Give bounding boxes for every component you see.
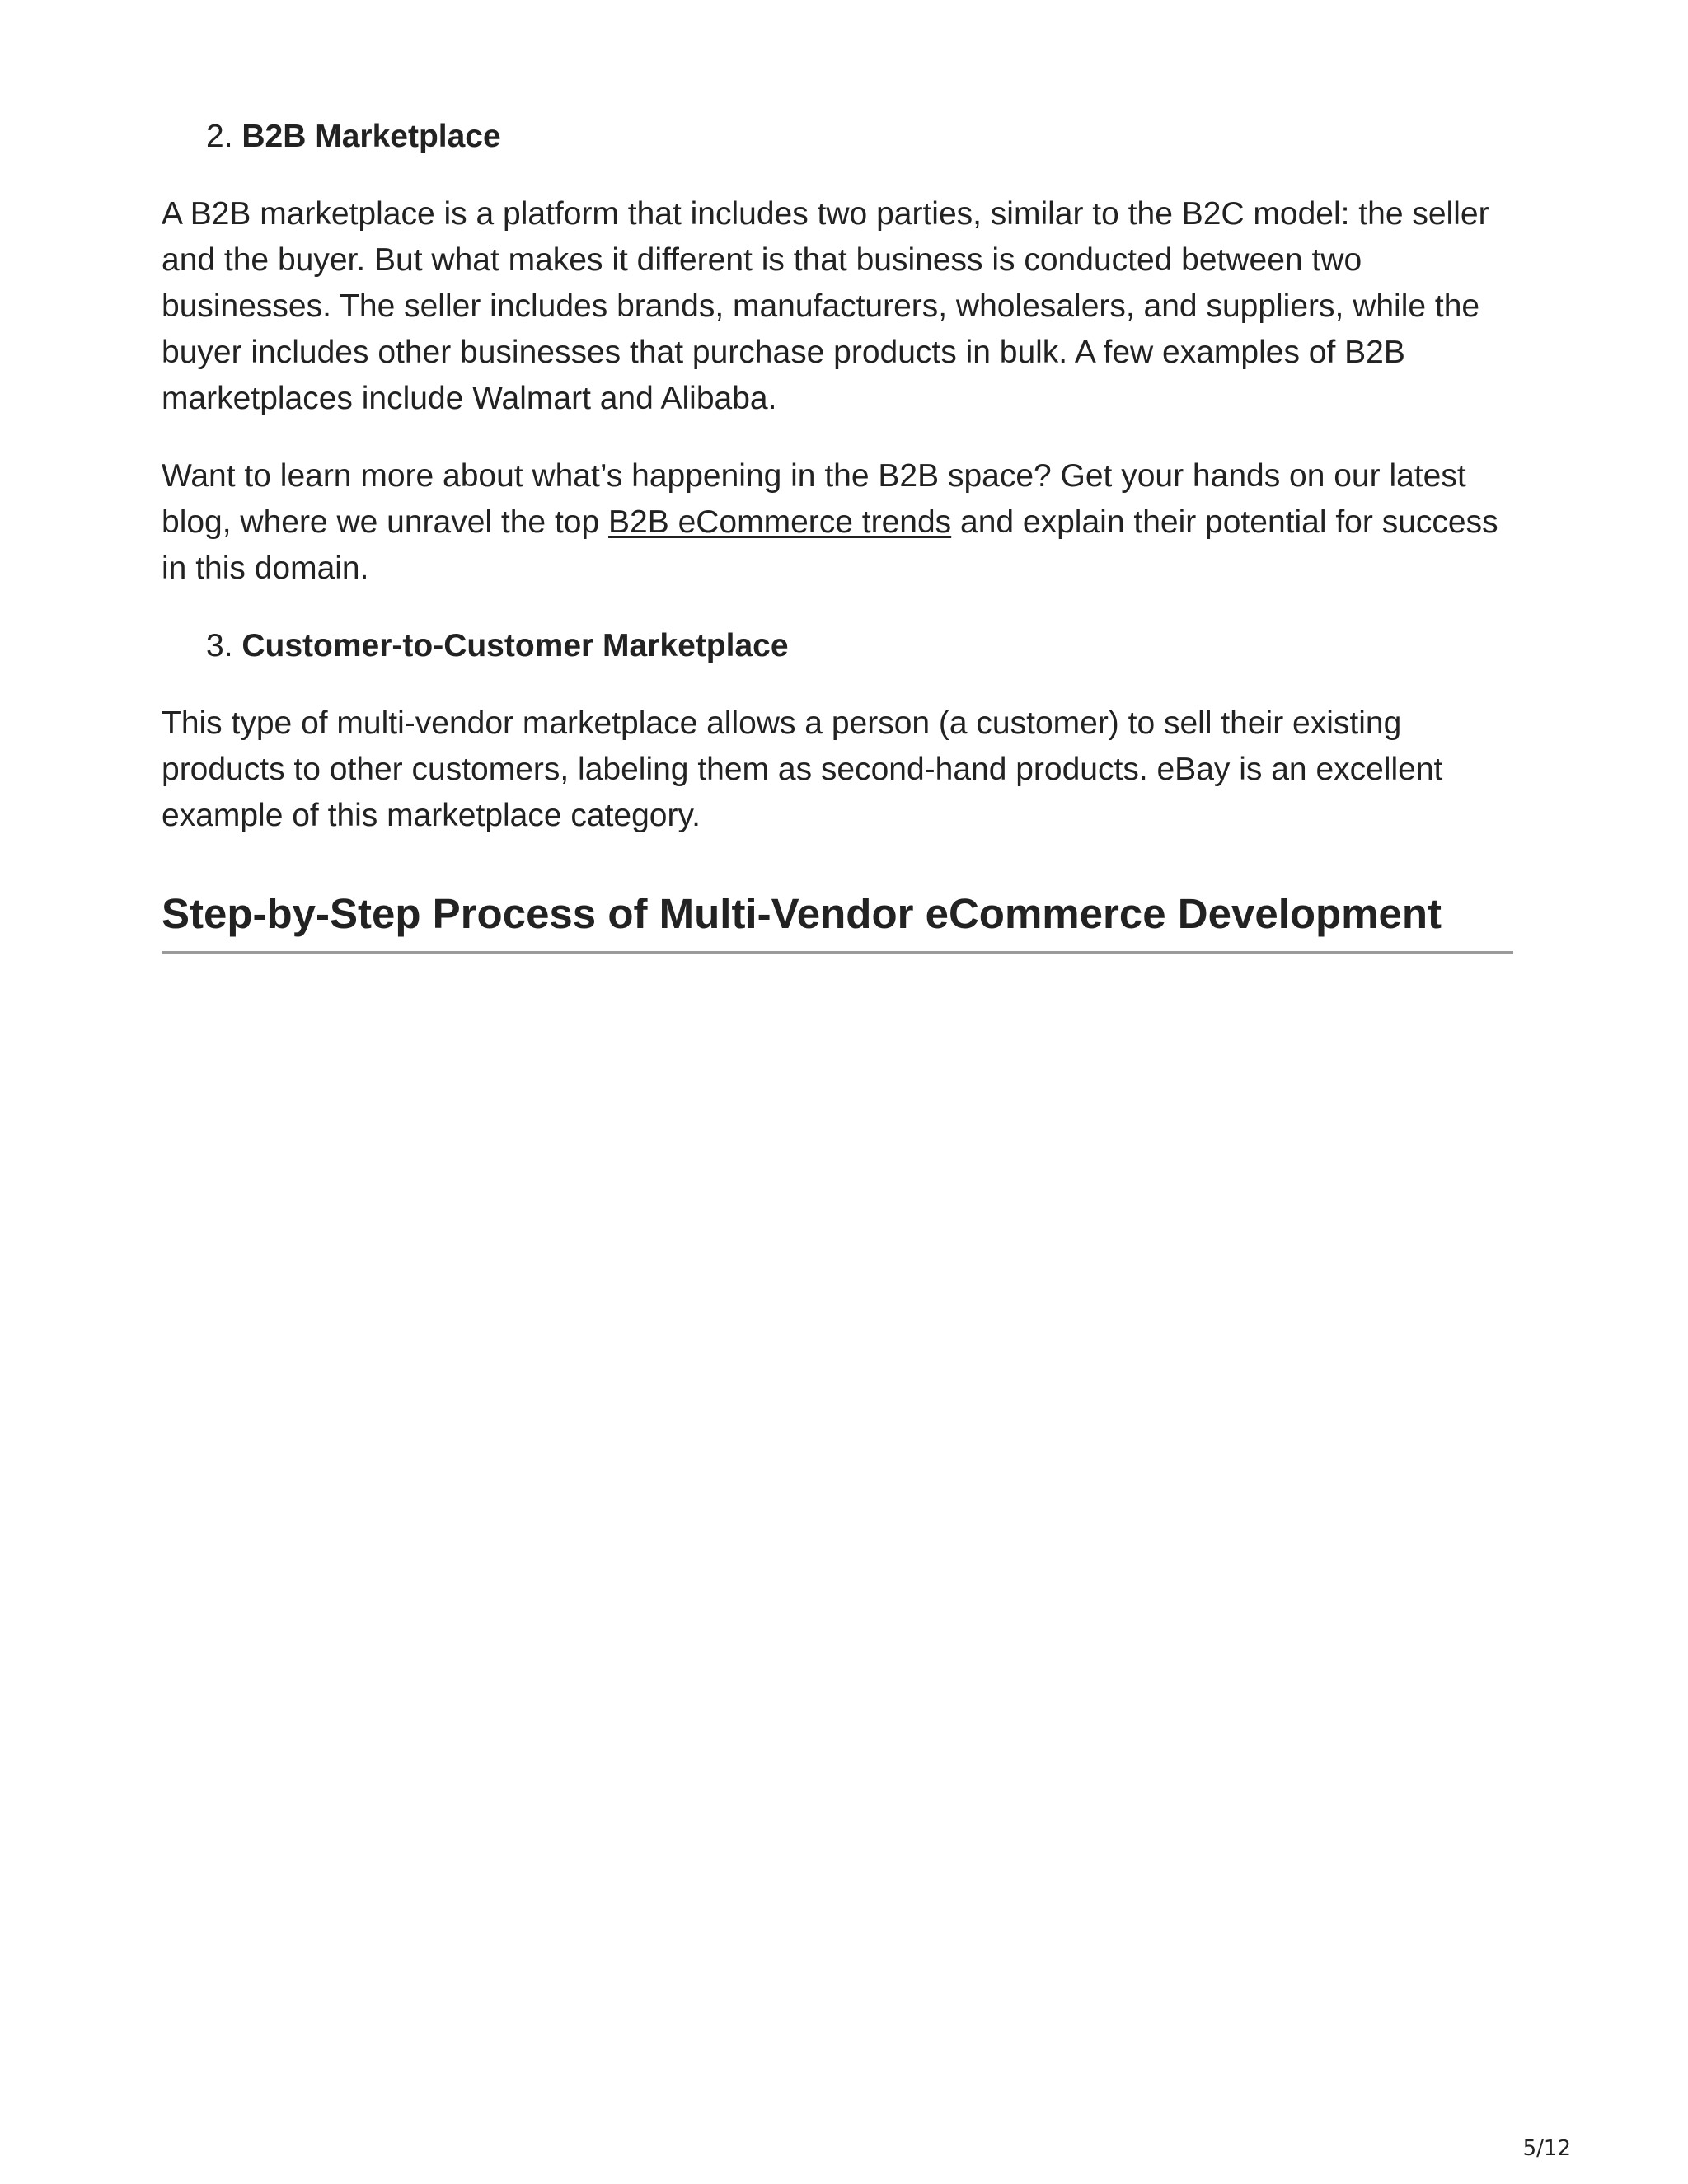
list-item-b2b-marketplace [162,114,1513,160]
section-heading: Step-by-Step Process of Multi-Vendor eCommerce Development [162,887,1513,954]
list-item-title: B2B Marketplace [241,119,501,154]
b2b-description-paragraph: A B2B marketplace is a platform that includes two parties, similar to the B2C model: the seller and the buyer. But what makes it different is that business is conducted between two businesses. The seller includes brands, manufacturers, wholesalers, and suppliers, while the buyer includes other businesses that purchase products in bulk. A few examples of B2B marketplaces include Walmart and Alibaba. [162,196,1489,416]
paragraph-text-after-link: and explain their potential for success in this domain. [162,504,1498,586]
b2b-ecommerce-trends-link[interactable]: B2B eCommerce trends [608,504,952,540]
list-number: 3. [206,628,233,663]
page-number: 5/12 [1522,2136,1571,2161]
list-item-title: Customer-to-Customer Marketplace [241,628,789,663]
paragraph-text-before-link: Want to learn more about what’s happening in the B2B space? Get your hands on our latest blog, where we unravel the top [162,458,1466,540]
c2c-description-paragraph: This type of multi-vendor marketplace allows a person (a customer) to sell their existing products to other customers, labeling them as second-hand products. eBay is an excellent example of this marketplace category. [162,705,1443,833]
document-content [162,114,1513,954]
list-item-c2c-marketplace [162,623,1513,669]
list-number: 2. [206,119,233,154]
b2b-trends-paragraph [162,453,1513,592]
